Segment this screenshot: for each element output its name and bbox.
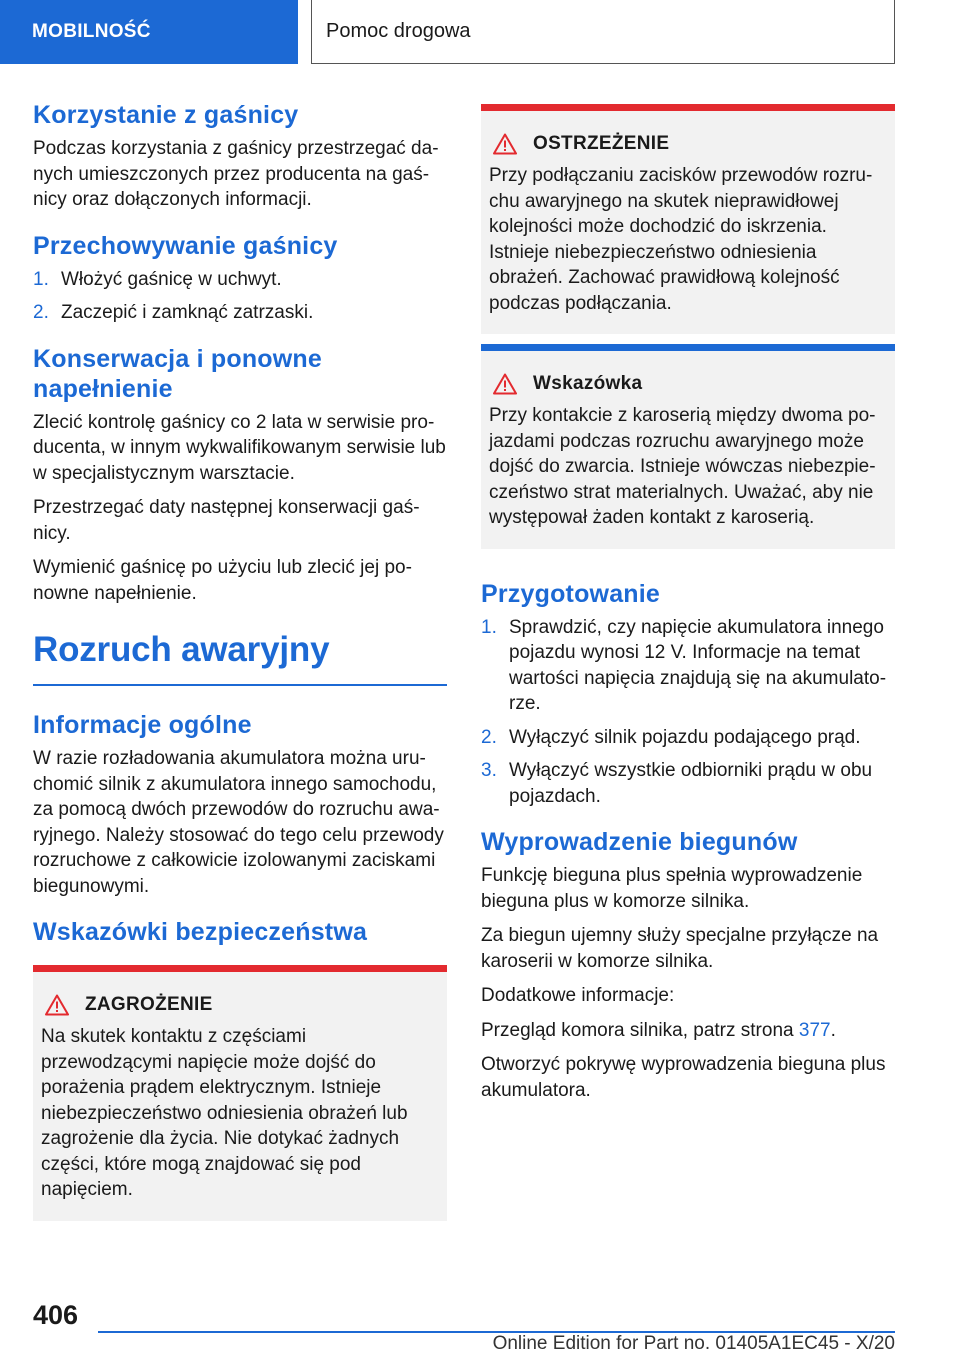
preparation-heading: Przygotowanie: [481, 579, 661, 608]
safety-heading: Wskazówki bezpieczeństwa: [33, 918, 368, 946]
warning-box: [481, 111, 895, 334]
preparation-steps-list: [481, 615, 895, 810]
list-item: 3. Wyłączyć wszystkie odbiorniki prądu w obu pojazdach.: [481, 760, 873, 807]
left-column: [33, 100, 447, 1221]
edition-footer: Online Edition for Part no. 01405A1EC45 - X/20: [492, 1333, 895, 1354]
right-column: [481, 104, 895, 1112]
warning-title: OSTRZEŻENIE: [533, 133, 670, 154]
general-info-heading: Informacje ogólne: [33, 711, 252, 739]
maintenance-text-1: Zlecić kontrolę gaśnicy co 2 lata w serwisie producenta, w innym wykwalifikowanym serwisie lub w specjalistycznym warsztacie.: [33, 411, 446, 484]
warning-triangle-icon: [493, 133, 517, 155]
list-item: 2. Wyłączyć silnik pojazdu podającego prąd.: [481, 726, 861, 748]
danger-text: Na skutek kontaktu z częściami przewodzącymi napięcie może dojść do porażenia prądem elektrycznym. Istnieje niebezpieczeństwo odniesienia obrażeń lub zagrożenie dla życia. Nie dotykać żadnych części, które mogą znajdować się pod napięciem.: [41, 1026, 408, 1200]
general-info-text: W razie rozładowania akumulatora można uruchomić silnik z akumulatora innego samochodu, za pomocą dwóch przewodów do rozruchu awaryjnego. Należy stosować do tego celu przewody rozruchowe z całkowicie izolowanymi zaciskami biegunowymi.: [33, 748, 444, 897]
warning-triangle-icon: [493, 373, 517, 395]
using-extinguisher-heading: Korzystanie z gaśnicy: [33, 101, 299, 129]
jump-start-heading: Rozruch awaryjny: [33, 630, 330, 669]
heading-divider: [33, 684, 447, 686]
poles-reference: Przegląd komora silnika, patrz strona 377.: [481, 1019, 836, 1041]
list-item: 1. Włożyć gaśnicę w uchwyt.: [33, 268, 282, 290]
poles-text-2: Za biegun ujemny służy specjalne przyłącze na karoserii w komorze silnika.: [481, 925, 879, 972]
note-bar: [481, 344, 895, 351]
poles-text-3: Dodatkowe informacje:: [481, 985, 675, 1006]
page-topic: Pomoc drogowa: [311, 0, 895, 64]
poles-text-1: Funkcję bieguna plus spełnia wyprowadzenie bieguna plus w komorze silnika.: [481, 865, 863, 912]
danger-box: [33, 972, 447, 1221]
section-tab: MOBILNOŚĆ: [0, 0, 298, 64]
note-box: [481, 351, 895, 549]
warning-triangle-icon: [45, 994, 69, 1016]
maintenance-heading: Konserwacja i ponowne napełnienie: [33, 344, 322, 403]
poles-text-4: Otworzyć pokrywę wyprowadzenia bieguna plus akumulatora.: [481, 1054, 886, 1101]
list-item: 1. Sprawdzić, czy napięcie akumulatora innego pojazdu wynosi 12 V. Informacje na temat wartości napięcia znajdują się na akumulatorze.: [481, 616, 887, 714]
poles-heading: Wyprowadzenie biegunów: [481, 828, 798, 856]
warning-bar: [481, 104, 895, 111]
note-title: Wskazówka: [533, 373, 643, 394]
list-item: 2. Zaczepić i zamknąć zatrzaski.: [33, 302, 314, 323]
danger-title: ZAGROŻENIE: [85, 994, 213, 1015]
page-number: 406: [33, 1300, 79, 1330]
using-extinguisher-text: Podczas korzystania z gaśnicy przestrzegać danych umieszczonych przez producenta na gaśnicy oraz dołączonych informacji.: [33, 138, 439, 210]
maintenance-text-2: Przestrzegać daty następnej konserwacji gaśnicy.: [33, 497, 420, 544]
storing-extinguisher-heading: Przechowywanie gaśnicy: [33, 231, 338, 260]
maintenance-text-3: Wymienić gaśnicę po użyciu lub zlecić jej ponowne napełnienie.: [33, 557, 412, 604]
note-text: Przy kontakcie z karoserią między dwoma pojazdami podczas rozruchu awaryjnego może dojść do zwarcia. Istnieje wówczas niebezpieczeństwo strat materialnych. Uważać, aby nie występował żaden kontakt z karoserią.: [489, 405, 876, 528]
page-reference-link[interactable]: 377: [798, 1019, 831, 1041]
storing-steps-list: [33, 267, 447, 326]
danger-bar: [33, 965, 447, 972]
warning-text: Przy podłączaniu zacisków przewodów rozruchu awaryjnego na skutek nieprawidłowej kolejności może dochodzić do iskrzenia. Istnieje niebezpieczeństwo odniesienia obrażeń. Zachować prawidłową kolejność podczas podłączania.: [489, 165, 873, 314]
